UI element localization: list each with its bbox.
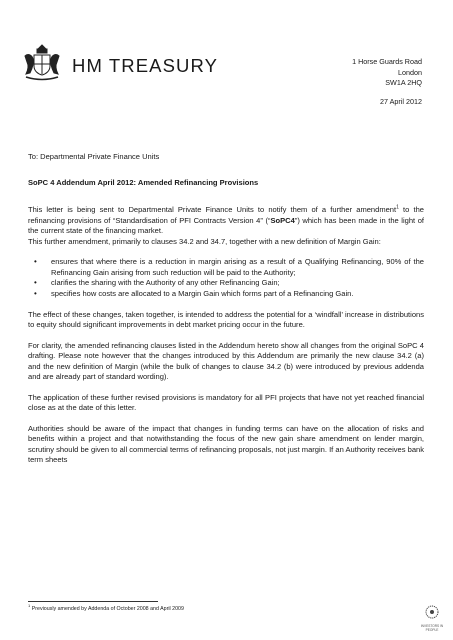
subject-heading: SoPC 4 Addendum April 2012: Amended Refinancing Provisions [28, 177, 259, 187]
investors-in-people-label: INVESTORS IN PEOPLE [420, 624, 444, 632]
list-item-text: ensures that where there is a reduction in margin arising as a result of a Qualifying Refinancing, 90% of the Refinancing Gain arising from such reduction will be paid to the Authority; [51, 257, 424, 277]
paragraph-clarity: For clarity, the amended refinancing clauses listed in the Addendum hereto show all changes from the original SoPC 4 drafting. Please note however that the changes introduced by this Addendum are primarily the new clause 34.2 (a) and the new definition of Margin (while the bulk of changes to clause 34.2 (b) were introduced by previous addenda and are already part of standard wording). [28, 340, 424, 382]
address-line: 1 Horse Guards Road [352, 57, 422, 66]
letter-body [28, 152, 424, 476]
list-item [28, 289, 424, 299]
letter-date: 27 April 2012 [380, 97, 422, 106]
paragraph-intro [28, 205, 424, 236]
paragraph-authorities: Authorities should be aware of the impact that changes in funding terms can have on the allocation of risks and benefits within a project and that notwithstanding the focus of the new gain share amendment on lender margin, scrutiny should be given to all commercial terms of refinancing proposals, not just margin. If an Authority receives bank term sheets [28, 423, 424, 464]
address-line: SW1A 2HQ [385, 78, 422, 88]
bullet-icon: • [34, 257, 37, 267]
amendment-list [28, 257, 424, 300]
investors-in-people-icon [425, 604, 439, 622]
recipient-line: To: Departmental Private Finance Units [28, 152, 160, 161]
footnote-number: 1 [28, 603, 31, 609]
paragraph-amendment: This further amendment, primarily to clauses 34.2 and 34.7, together with a new definition of Margin Gain: [28, 236, 381, 246]
investors-in-people-mark [416, 604, 446, 634]
text-run: This letter is being sent to Departmental Private Finance Units to notify them of a further amendment [28, 205, 397, 215]
paragraph-application: The application of these further revised provisions is mandatory for all PFI projects that have not yet reached financial close as at the date of this letter. [28, 392, 424, 413]
bullet-icon: • [34, 289, 37, 299]
footnote-text: Previously amended by Addenda of October 2008 and April 2009 [30, 606, 184, 612]
list-item [28, 278, 424, 288]
brand-wordmark: HM TREASURY [72, 55, 219, 76]
text-run: ”) which has been made in the light of the current state of the financing market. [28, 215, 424, 236]
text-run: to the refinancing provisions of “Standardisation of PFI Contracts Version 4” (“ [28, 205, 424, 225]
list-item-text: clarifies the sharing with the Authority of any other Refinancing Gain; [51, 278, 280, 288]
defined-term: SoPC4 [270, 215, 295, 225]
footnote-divider [28, 601, 158, 602]
footnote [28, 603, 184, 612]
list-item [28, 257, 424, 278]
list-item-text: specifies how costs are allocated to a Margin Gain which forms part of a Refinancing Gain. [51, 289, 354, 299]
paragraph-effect: The effect of these changes, taken together, is intended to address the potential for a ‘windfall’ increase in distributions to equity should significant improvements in debt market pricing occur in the future. [28, 309, 424, 330]
sender-address [352, 57, 422, 89]
address-line: London [398, 67, 422, 77]
royal-coat-of-arms-icon [20, 42, 64, 82]
footnote-reference[interactable]: 1 [396, 204, 399, 211]
bullet-icon: • [34, 278, 37, 288]
